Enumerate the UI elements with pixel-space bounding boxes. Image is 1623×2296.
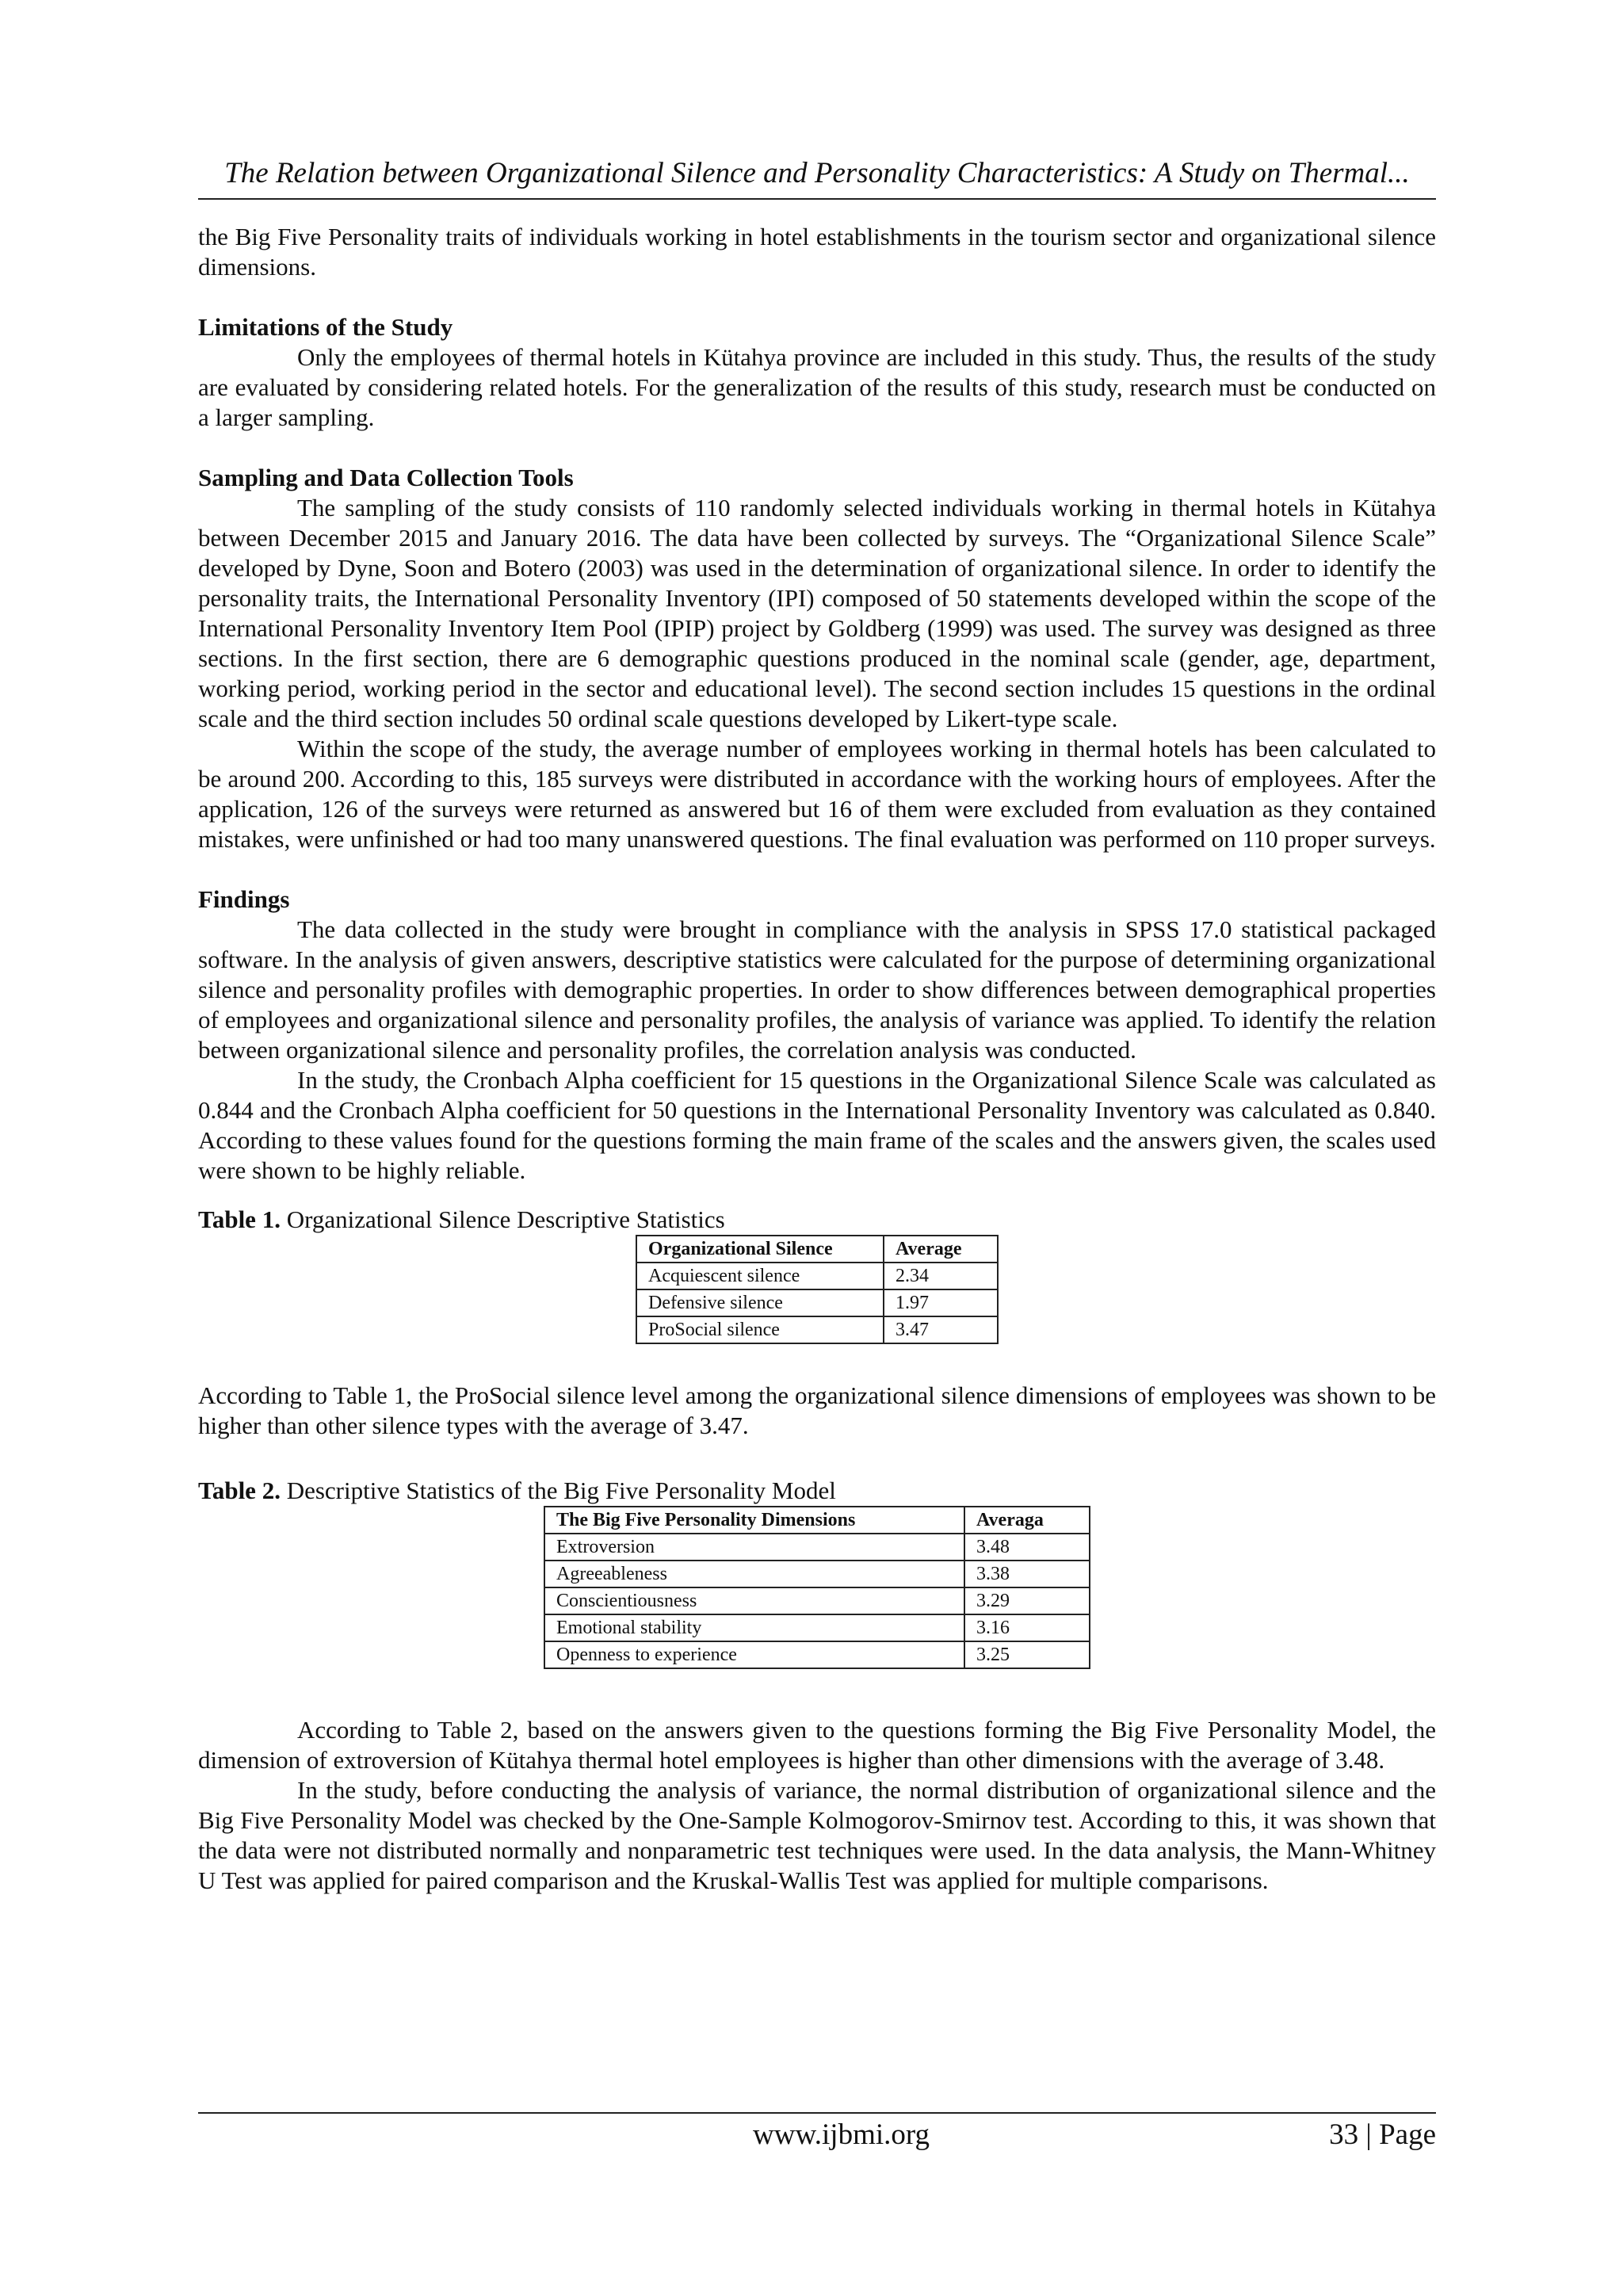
table1-title: Organizational Silence Descriptive Statistics: [280, 1205, 725, 1233]
table-cell: 2.34: [884, 1263, 998, 1289]
intro-continuation: the Big Five Personality traits of individuals working in hotel establishments in the tourism sector and organizational silence dimensions.: [198, 223, 1436, 281]
table-cell: 3.38: [964, 1561, 1090, 1587]
table-cell: 3.29: [964, 1587, 1090, 1614]
table-cell: 3.48: [964, 1534, 1090, 1561]
big-five-table: [544, 1506, 1090, 1669]
table-cell: Emotional stability: [544, 1614, 964, 1641]
sampling-paragraph-2: Within the scope of the study, the average number of employees working in thermal hotels has been calculated to be around 200. According to this, 185 surveys were distributed in accordance with the working hours of employees. After the application, 126 of the surveys were returned as answered but 16 of them were excluded from evaluation as they contained mistakes, were unfinished or had too many unanswered questions. The final evaluation was performed on 110 proper surveys.: [198, 735, 1436, 853]
page-body: [198, 222, 1436, 1896]
table2-title: Descriptive Statistics of the Big Five Personality Model: [280, 1477, 836, 1504]
table-row: [636, 1263, 998, 1289]
footer-url[interactable]: www.ijbmi.org: [753, 2118, 930, 2151]
limitations-heading: Limitations of the Study: [198, 313, 453, 341]
table-row: [636, 1289, 998, 1316]
sampling-paragraph-1: The sampling of the study consists of 110 randomly selected individuals working in thermal hotels in Kütahya between December 2015 and January 2016. The data have been collected by surveys. The “Organizational Silence Scale” developed by Dyne, Soon and Botero (2003) was used in the determination of organizational silence. In order to identify the personality traits, the International Personality Inventory (IPI) composed of 50 statements developed within the scope of the International Personality Inventory Item Pool (IPIP) project by Goldberg (1999) was used. The survey was designed as three sections. In the first section, there are 6 demographic questions produced in the nominal scale (gender, age, department, working period, working period in the sector and educational level). The second section includes 15 questions in the ordinal scale and the third section includes 50 ordinal scale questions developed by Likert-type scale.: [198, 494, 1436, 732]
table-cell: ProSocial silence: [636, 1316, 884, 1343]
table-header-row: [544, 1507, 1090, 1534]
findings-paragraph-1: The data collected in the study were brought in compliance with the analysis in SPSS 17.0 statistical packaged software. In the analysis of given answers, descriptive statistics were calculated for the purpose of determining organizational silence and personality profiles with demographic properties. In order to show differences between demographical properties of employees and organizational silence and personality profiles, the analysis of variance was applied. To identify the relation between organizational silence and personality profiles, the correlation analysis was conducted.: [198, 915, 1436, 1064]
table-cell: Conscientiousness: [544, 1587, 964, 1614]
table-cell: 3.47: [884, 1316, 998, 1343]
table-cell: 3.16: [964, 1614, 1090, 1641]
footer-divider: [198, 2112, 1436, 2114]
table-row: [544, 1561, 1090, 1587]
table1-comment: According to Table 1, the ProSocial silence level among the organizational silence dimensions of employees was shown to be higher than other silence types with the average of 3.47.: [198, 1381, 1436, 1439]
table-row: [636, 1316, 998, 1343]
findings-paragraph-2: In the study, the Cronbach Alpha coefficient for 15 questions in the Organizational Silence Scale was calculated as 0.844 and the Cronbach Alpha coefficient for 50 questions in the International Personality Inventory was calculated as 0.840. According to these values found for the questions forming the main frame of the scales and the answers given, the scales used were shown to be highly reliable.: [198, 1066, 1436, 1184]
table-row: [544, 1614, 1090, 1641]
sampling-heading: Sampling and Data Collection Tools: [198, 464, 574, 491]
table1-caption: [198, 1205, 1436, 1235]
table-cell: Extroversion: [544, 1534, 964, 1561]
table-cell: Agreeableness: [544, 1561, 964, 1587]
table-header-cell: Average: [884, 1236, 998, 1263]
table-row: [544, 1641, 1090, 1668]
table-cell: Acquiescent silence: [636, 1263, 884, 1289]
table2-label: Table 2.: [198, 1477, 281, 1504]
table-row: [544, 1587, 1090, 1614]
table-header-cell: The Big Five Personality Dimensions: [544, 1507, 964, 1534]
table1-label: Table 1.: [198, 1205, 281, 1233]
table-header-row: [636, 1236, 998, 1263]
table-header-cell: Averaga: [964, 1507, 1090, 1534]
table2-comment-1: According to Table 2, based on the answers given to the questions forming the Big Five Personality Model, the dimension of extroversion of Kütahya thermal hotel employees is higher than other dimensions with the average of 3.48.: [198, 1716, 1436, 1774]
running-header: The Relation between Organizational Silence and Personality Characteristics: A Study on Thermal...: [224, 157, 1410, 189]
table-cell: Defensive silence: [636, 1289, 884, 1316]
header-divider: [198, 198, 1436, 200]
table-cell: 1.97: [884, 1289, 998, 1316]
page-number: 33 | Page: [1329, 2118, 1436, 2151]
table2-comment-2: In the study, before conducting the analysis of variance, the normal distribution of organizational silence and the Big Five Personality Model was checked by the One-Sample Kolmogorov-Smirnov test. According to this, it was shown that the data were not distributed normally and nonparametric test techniques were used. In the data analysis, the Mann-Whitney U Test was applied for paired comparison and the Kruskal-Wallis Test was applied for multiple comparisons.: [198, 1776, 1436, 1894]
organizational-silence-table: [636, 1235, 999, 1344]
table-cell: 3.25: [964, 1641, 1090, 1668]
table-row: [544, 1534, 1090, 1561]
limitations-paragraph: Only the employees of thermal hotels in Kütahya province are included in this study. Thus, the results of the study are evaluated by considering related hotels. For the generalization of the results of this study, research must be conducted on a larger sampling.: [198, 343, 1436, 431]
table-header-cell: Organizational Silence: [636, 1236, 884, 1263]
table-cell: Openness to experience: [544, 1641, 964, 1668]
findings-heading: Findings: [198, 885, 290, 913]
table2-caption: [198, 1476, 1436, 1506]
